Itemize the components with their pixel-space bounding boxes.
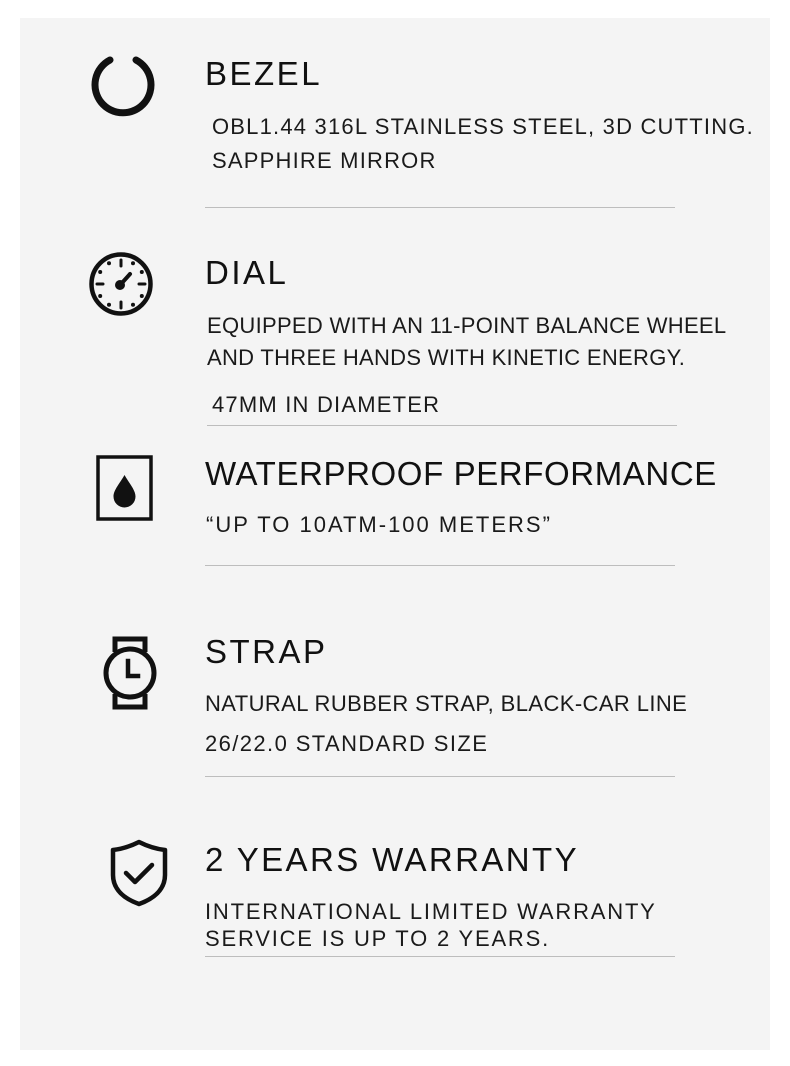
feature-desc-strap-line-1: NATURAL RUBBER STRAP, BLACK-CAR LINE: [205, 691, 688, 716]
feature-title-bezel: BEZEL: [205, 55, 323, 92]
feature-desc-waterproof-line-1: “UP TO 10ATM-100 METERS”: [206, 512, 552, 537]
section-divider: [205, 776, 675, 777]
feature-title-waterproof: WATERPROOF PERFORMANCE: [205, 455, 717, 492]
feature-desc-warranty-line-1: INTERNATIONAL LIMITED WARRANTY: [205, 899, 657, 924]
feature-desc-dial-line-3: 47MM IN DIAMETER: [212, 392, 441, 417]
feature-title-warranty: 2 YEARS WARRANTY: [205, 841, 579, 878]
bezel-ring-icon: [88, 50, 158, 120]
section-divider: [205, 207, 675, 208]
dial-icon: [88, 251, 154, 317]
feature-title-strap: STRAP: [205, 633, 328, 670]
watch-icon: [100, 635, 160, 711]
feature-desc-bezel-line-1: OBL1.44 316L STAINLESS STEEL, 3D CUTTING.: [212, 114, 754, 139]
water-drop-icon: [96, 455, 154, 522]
feature-desc-dial-line-1: EQUIPPED WITH AN 11-POINT BALANCE WHEEL: [207, 313, 727, 338]
feature-desc-strap-line-2: 26/22.0 STANDARD SIZE: [205, 731, 489, 756]
feature-desc-warranty-line-2: SERVICE IS UP TO 2 YEARS.: [205, 926, 550, 951]
section-divider: [205, 565, 675, 566]
section-divider: [207, 425, 677, 426]
feature-title-dial: DIAL: [205, 254, 289, 291]
shield-check-icon: [108, 838, 170, 908]
feature-desc-dial-line-2: AND THREE HANDS WITH KINETIC ENERGY.: [207, 345, 686, 370]
section-divider: [205, 956, 675, 957]
feature-desc-bezel-line-2: SAPPHIRE MIRROR: [212, 148, 437, 173]
